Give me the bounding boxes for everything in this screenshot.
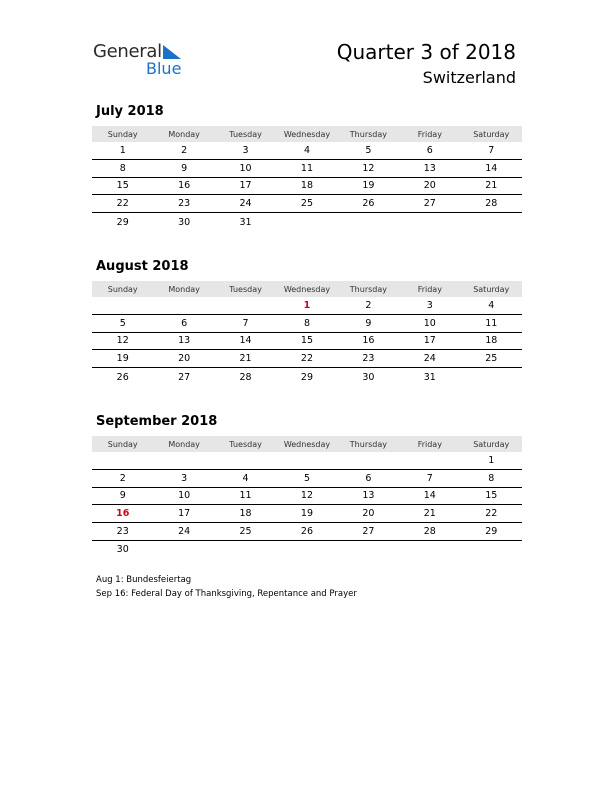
day-cell: 20 xyxy=(178,353,191,365)
day-cell: 7 xyxy=(426,472,433,484)
day-cell: 24 xyxy=(178,526,191,538)
weekday-label: Thursday xyxy=(349,439,387,449)
day-cell: 25 xyxy=(300,198,314,210)
day-cell: 30 xyxy=(178,216,191,228)
day-cell: 11 xyxy=(485,317,498,329)
week-row xyxy=(92,142,522,160)
day-cell: 28 xyxy=(423,526,436,538)
day-cell: 4 xyxy=(303,144,310,156)
day-cell: 19 xyxy=(300,508,314,520)
day-cell: 13 xyxy=(423,162,436,174)
day-cell: 15 xyxy=(485,490,498,502)
day-cell: 29 xyxy=(116,216,129,228)
weekday-label: Wednesday xyxy=(283,284,331,294)
day-cell: 11 xyxy=(239,490,252,502)
holiday-day-cell: 16 xyxy=(116,508,130,520)
day-cell: 14 xyxy=(485,162,498,174)
day-cell: 27 xyxy=(423,198,436,210)
day-cell: 7 xyxy=(488,144,495,156)
day-cell: 14 xyxy=(423,490,436,502)
day-cell: 6 xyxy=(365,472,372,484)
logo-triangle-icon xyxy=(161,44,183,60)
holiday-note: Aug 1: Bundesfeiertag xyxy=(96,575,192,585)
day-cell: 3 xyxy=(426,299,433,311)
week-row xyxy=(92,470,522,488)
day-cell: 23 xyxy=(178,198,191,210)
day-cell: 7 xyxy=(242,317,249,329)
week-row xyxy=(92,523,522,541)
day-cell: 21 xyxy=(423,508,436,520)
day-cell: 10 xyxy=(423,317,436,329)
day-cell: 23 xyxy=(362,353,375,365)
day-cell: 4 xyxy=(488,299,495,311)
day-cell: 17 xyxy=(423,335,436,347)
month-august xyxy=(92,259,522,386)
day-cell: 21 xyxy=(239,353,252,365)
weekday-label: Monday xyxy=(168,284,200,294)
weekday-label: Monday xyxy=(168,129,200,139)
day-cell: 8 xyxy=(303,317,310,329)
weekday-label: Tuesday xyxy=(229,284,262,294)
day-cell: 27 xyxy=(178,371,191,383)
day-cell: 12 xyxy=(116,335,129,347)
day-cell: 2 xyxy=(181,144,188,156)
holiday-day-cell: 1 xyxy=(303,299,311,311)
week-row xyxy=(92,368,522,386)
day-cell: 13 xyxy=(362,490,375,502)
day-cell: 6 xyxy=(181,317,188,329)
day-cell: 18 xyxy=(239,508,252,520)
holiday-notes xyxy=(96,573,357,601)
weekday-label: Friday xyxy=(417,129,442,139)
page-title: Quarter 3 of 2018 xyxy=(336,40,516,64)
week-row xyxy=(92,178,522,196)
weekday-label: Sunday xyxy=(107,129,138,139)
month-july xyxy=(92,104,522,231)
weekday-label: Saturday xyxy=(473,284,510,294)
day-cell: 22 xyxy=(485,508,498,520)
day-cell: 16 xyxy=(362,335,375,347)
week-row xyxy=(92,488,522,506)
day-cell: 3 xyxy=(181,472,188,484)
day-cell: 6 xyxy=(426,144,433,156)
day-cell: 17 xyxy=(239,180,252,192)
month-title: July 2018 xyxy=(96,104,164,119)
day-cell: 26 xyxy=(116,371,129,383)
day-cell: 5 xyxy=(303,472,310,484)
weekday-label: Tuesday xyxy=(229,129,262,139)
week-row xyxy=(92,160,522,178)
week-row xyxy=(92,315,522,333)
day-cell: 1 xyxy=(119,144,126,156)
weekday-label: Sunday xyxy=(107,439,138,449)
day-cell: 2 xyxy=(119,472,126,484)
weekday-header-row xyxy=(92,281,522,297)
day-cell: 16 xyxy=(178,180,191,192)
day-cell: 10 xyxy=(178,490,191,502)
day-cell: 18 xyxy=(485,335,498,347)
weekday-label: Friday xyxy=(417,439,442,449)
weekday-label: Wednesday xyxy=(283,439,331,449)
day-cell: 15 xyxy=(300,335,314,347)
weekday-label: Thursday xyxy=(349,129,387,139)
day-cell: 27 xyxy=(362,526,375,538)
week-row xyxy=(92,505,522,523)
weekday-header-row xyxy=(92,126,522,142)
week-row xyxy=(92,333,522,351)
country-name: Switzerland xyxy=(422,68,516,87)
weekday-label: Saturday xyxy=(473,129,510,139)
weekday-label: Wednesday xyxy=(283,129,331,139)
day-cell: 14 xyxy=(239,335,252,347)
week-row xyxy=(92,350,522,368)
day-cell: 9 xyxy=(181,162,188,174)
day-cell: 25 xyxy=(239,526,252,538)
weekday-label: Monday xyxy=(168,439,200,449)
day-cell: 19 xyxy=(116,353,129,365)
day-cell: 13 xyxy=(178,335,191,347)
day-cell: 31 xyxy=(239,216,252,228)
day-cell: 28 xyxy=(485,198,498,210)
day-cell: 12 xyxy=(300,490,314,502)
day-cell: 31 xyxy=(423,371,436,383)
day-cell: 26 xyxy=(300,526,314,538)
generalblue-logo xyxy=(93,38,193,78)
day-cell: 2 xyxy=(365,299,372,311)
day-cell: 3 xyxy=(242,144,249,156)
day-cell: 4 xyxy=(242,472,249,484)
weekday-label: Tuesday xyxy=(229,439,262,449)
month-title: September 2018 xyxy=(96,414,218,429)
weekday-label: Friday xyxy=(417,284,442,294)
week-row xyxy=(92,541,522,559)
weekday-label: Sunday xyxy=(107,284,138,294)
week-row xyxy=(92,452,522,470)
day-cell: 26 xyxy=(362,198,375,210)
day-cell: 10 xyxy=(239,162,252,174)
day-cell: 11 xyxy=(300,162,314,174)
day-cell: 20 xyxy=(362,508,375,520)
logo-blue-text: Blue xyxy=(146,59,182,78)
day-cell: 24 xyxy=(239,198,252,210)
day-cell: 22 xyxy=(116,198,129,210)
day-cell: 19 xyxy=(362,180,375,192)
day-cell: 8 xyxy=(488,472,495,484)
day-cell: 5 xyxy=(365,144,372,156)
week-row xyxy=(92,213,522,231)
day-cell: 9 xyxy=(365,317,372,329)
day-cell: 9 xyxy=(119,490,126,502)
day-cell: 24 xyxy=(423,353,436,365)
day-cell: 30 xyxy=(116,544,129,556)
weekday-label: Thursday xyxy=(349,284,387,294)
day-cell: 22 xyxy=(300,353,314,365)
day-cell: 30 xyxy=(362,371,375,383)
holiday-note: Sep 16: Federal Day of Thanksgiving, Repentance and Prayer xyxy=(96,589,357,599)
day-cell: 23 xyxy=(116,526,129,538)
day-cell: 1 xyxy=(488,454,495,466)
day-cell: 25 xyxy=(485,353,498,365)
day-cell: 8 xyxy=(119,162,126,174)
day-cell: 29 xyxy=(300,371,314,383)
day-cell: 17 xyxy=(178,508,191,520)
day-cell: 21 xyxy=(485,180,498,192)
day-cell: 18 xyxy=(300,180,314,192)
day-cell: 5 xyxy=(119,317,126,329)
weekday-header-row xyxy=(92,436,522,452)
day-cell: 20 xyxy=(423,180,436,192)
week-row xyxy=(92,297,522,315)
logo-general-text: General xyxy=(93,41,162,62)
day-cell: 28 xyxy=(239,371,252,383)
day-cell: 12 xyxy=(362,162,375,174)
day-cell: 15 xyxy=(116,180,129,192)
weekday-label: Saturday xyxy=(473,439,510,449)
week-row xyxy=(92,195,522,213)
month-title: August 2018 xyxy=(96,259,189,274)
day-cell: 29 xyxy=(485,526,498,538)
month-september xyxy=(92,414,522,559)
